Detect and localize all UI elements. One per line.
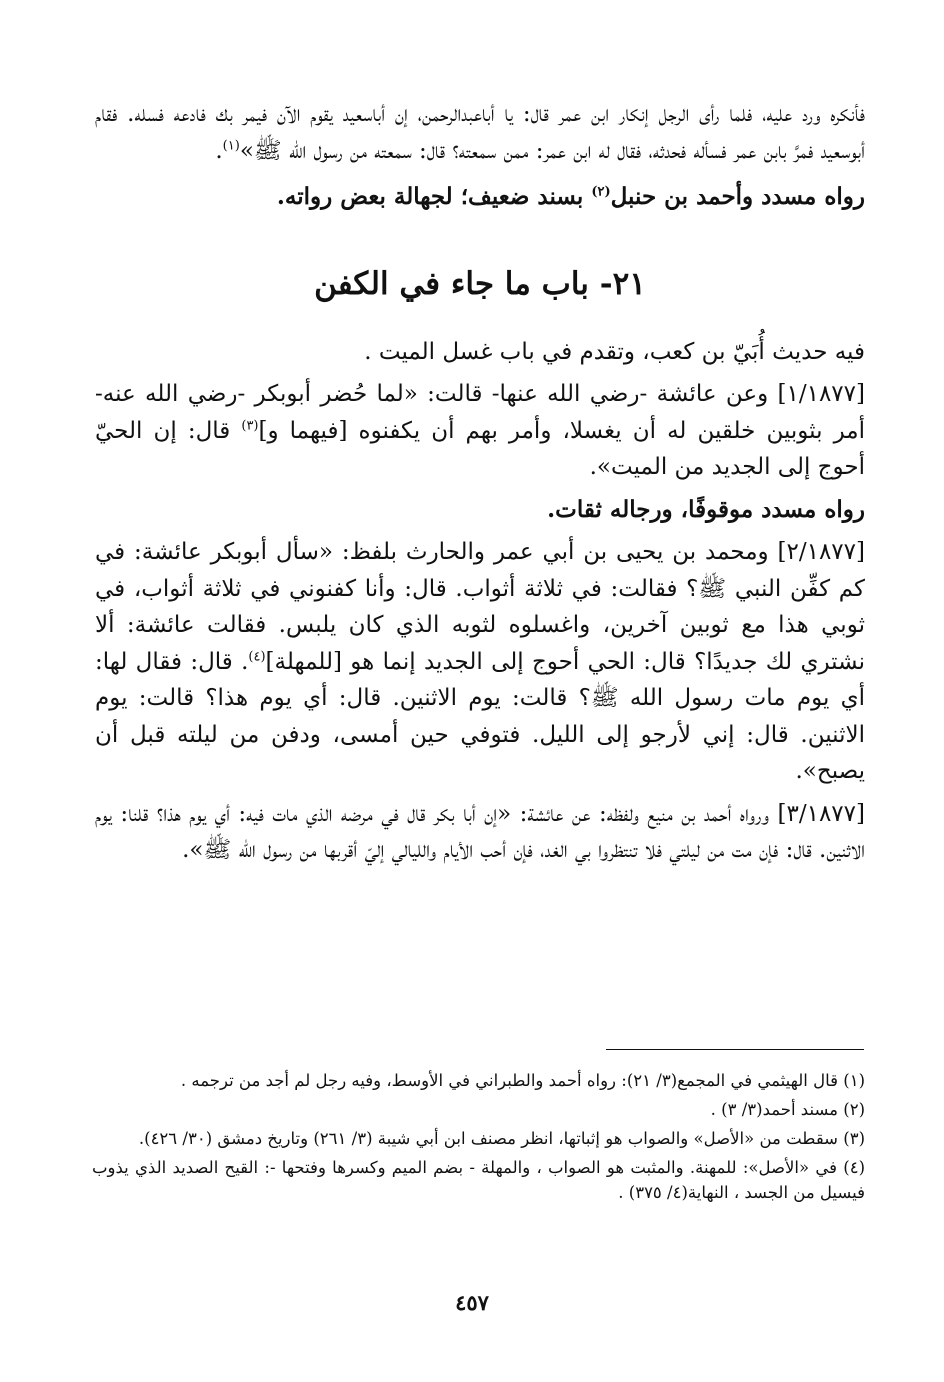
footnote-ref-2: (٢): [591, 184, 611, 200]
paragraph-4-end: قال: إن الحيّ أحوج إلى الجديد من الميت».: [95, 417, 865, 480]
footnote-4: (٤) في «الأصل»: للمهنة. والمثبت هو الصواب ، والمهلة - بضم الميم وكسرها وفتحها -: القيح الصديد الذي يذوب فيسيل من الجسد ، النهاية(٤/ ٣٧٥) .: [92, 1158, 865, 1202]
paragraph-4-text: [١/١٨٧٧] وعن عائشة -رضي الله عنها- قالت: «لما حُضر أبوبكر -رضي الله عنه- أمر بثوبين خلقين له أن يغسلا، وأمر بهم أن يكفنوه [فيهما و]: [95, 381, 865, 444]
paragraph-6-text: [٢/١٨٧٧] ومحمد بن يحيى بن أبي عمر والحارث بلفظ: «سأل أبوبكر عائشة: في كم كفِّن النبي ﷺ؟ فقالت: في ثلاثة أثواب. قال: وأنا كفنوني في ثلاثة أثواب، في ثوبي هذا مع ثوبين آخرين، واغسلوه لثوبه الذي كان يلبس. فقالت عائشة: ألا نشتري لك جديدًا؟ قال: الحي أحوج إلى الجديد إنما هو [للمهلة]: [95, 539, 865, 675]
footnote-ref-1: (١): [222, 137, 240, 153]
footnote-2: (٢) مسند أحمد(٣/ ٣) .: [710, 1100, 865, 1119]
page-number: ٤٥٧: [455, 1290, 489, 1315]
paragraph-1-end: .: [215, 137, 223, 164]
paragraph-2-text: رواه مسدد وأحمد بن حنبل: [610, 183, 865, 210]
footnote-3: (٣) سقطت من «الأصل» والصواب هو إثباتها، انظر مصنف ابن أبي شيبة (٣/ ٢٦١) وتاريخ دمشق (٣٠/ ٤٢٦).: [138, 1129, 865, 1148]
page-body: [95, 96, 865, 869]
paragraph-5: رواه مسدد موقوفًا، ورجاله ثقات.: [547, 495, 865, 523]
paragraph-3: فيه حديث أُبَيّ بن كعب، وتقدم في باب غسل الميت .: [364, 338, 865, 365]
paragraph-2-end: بسند ضعيف؛ لجهالة بعض رواته.: [276, 183, 592, 210]
footnote-ref-3: (٣): [241, 417, 259, 433]
footnote-1: (١) قال الهيثمي في المجمع(٣/ ٢١): رواه أحمد والطبراني في الأوسط، وفيه رجل لم أجد من ترجمه .: [180, 1071, 865, 1090]
footnotes: [92, 1068, 865, 1209]
paragraph-7: [٣/١٨٧٧] ورواه أحمد بن منيع ولفظه: عن عائشة: «إن أبا بكر قال في مرضه الذي مات فيه: أي يوم هذا؟ قلنا: يوم الاثنين. قال: فإن مت من ليلتي فلا تنتظروا بي الغد، فإن أحب الأيام والليالي إليّ أقربها من رسول الله ﷺ».: [95, 800, 865, 863]
paragraph-6: [95, 534, 865, 790]
section-heading: ٢١- باب ما جاء في الكفن: [314, 265, 646, 302]
paragraph-2: [95, 179, 865, 216]
footnote-divider: [606, 1049, 864, 1050]
paragraph-1-text: فأنكره ورد عليه، فلما رأى الرجل إنكار ابن عمر قال: يا أباعبدالرحمن، إن أباسعيد يقوم الآن فيمر بك فادعه فسله. فقام أبوسعيد فمرَّ بابن عمر فسأله فحدثه، فقال له ابن عمر: ممن سمعته؟ قال: سمعته من رسول الله ﷺ»: [95, 101, 865, 164]
paragraph-6-end: . قال: فقال لها: أي يوم مات رسول الله ﷺ؟ قالت: يوم الاثنين. قال: أي يوم هذا؟ قالت: يوم الاثنين. قال: إني لأرجو إلى الليل. فتوفي حين أمسى، ودفن من ليلته قبل أن يصبح».: [95, 648, 865, 784]
paragraph-4: [95, 376, 865, 486]
footnote-ref-4: (٤): [248, 648, 266, 664]
paragraph-1: [95, 96, 865, 169]
